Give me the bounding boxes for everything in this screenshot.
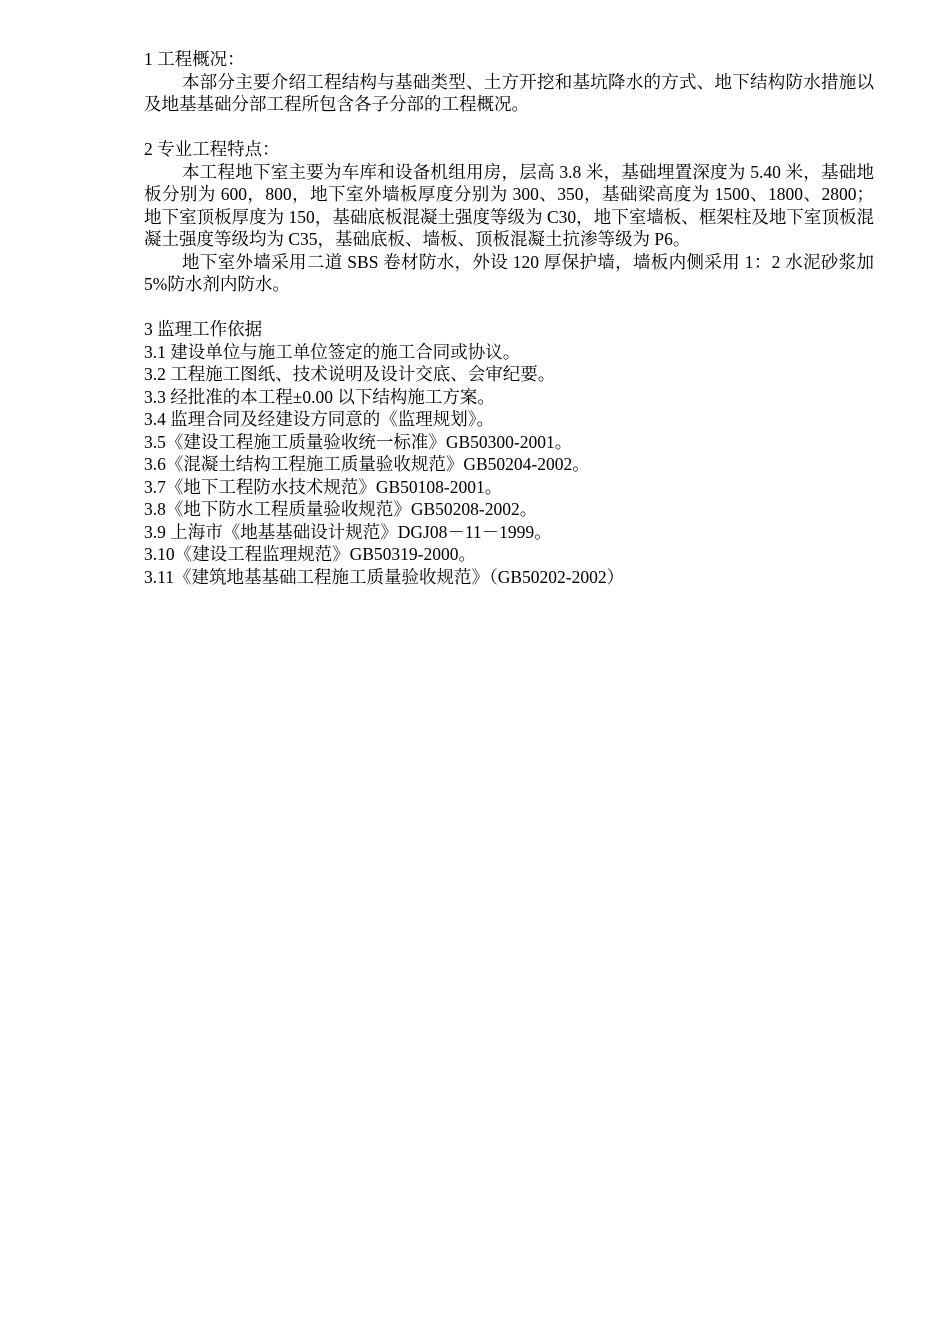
- basis-list-item: 3.10《建设工程监理规范》GB50319-2000。: [144, 544, 477, 564]
- basis-list-item: 3.3 经批准的本工程±0.00 以下结构施工方案。: [144, 386, 495, 407]
- section-2-heading: 2 专业工程特点：: [144, 139, 280, 159]
- basis-list-item: 3.1 建设单位与施工单位签定的施工合同或协议。: [144, 341, 521, 362]
- section-spacer: [144, 116, 874, 139]
- basis-list-item: 3.5《建设工程施工质量验收统一标准》GB50300-2001。: [144, 431, 573, 452]
- section-1-heading: 1 工程概况：: [144, 49, 245, 69]
- basis-list-item: 3.4 监理合同及经建设方同意的《监理规划》。: [144, 409, 494, 429]
- document-page: [144, 48, 874, 588]
- basis-list-item: 3.2 工程施工图纸、技术说明及设计交底、会审纪要。: [144, 364, 556, 384]
- section-2-paragraph-2: 地下室外墙采用二道 SBS 卷材防水，外设 120 厚保护墙，墙板内侧采用 1：2 水泥砂浆加 5%防水剂内防水。: [144, 251, 874, 294]
- basis-list-item: 3.7《地下工程防水技术规范》GB50108-2001。: [144, 476, 503, 497]
- basis-list-item: 3.8《地下防水工程质量验收规范》GB50208-2002。: [144, 499, 538, 519]
- basis-list-item: 3.6《混凝土结构工程施工质量验收规范》GB50204-2002。: [144, 454, 590, 474]
- section-1-paragraph: 本部分主要介绍工程结构与基础类型、土方开挖和基坑降水的方式、地下结构防水措施以及地基基础分部工程所包含各子分部的工程概况。: [144, 71, 874, 114]
- basis-list-item: 3.9 上海市《地基基础设计规范》DGJ08－11－1999。: [144, 521, 552, 542]
- section-spacer: [144, 296, 874, 319]
- section-2-paragraph-1: 本工程地下室主要为车库和设备机组用房，层高 3.8 米，基础埋置深度为 5.40 米，基础地板分别为 600，800，地下室外墙板厚度分别为 300、350，基础梁高度为 1500、1800、2800；地下室顶板厚度为 150，基础底板混凝土强度等级为 C30，地下室墙板、框架柱及地下室顶板混凝土强度等级均为 C35，基础底板、墙板、顶板混凝土抗渗等级为 P6。: [144, 161, 874, 249]
- section-3-heading: 3 监理工作依据: [144, 319, 263, 339]
- basis-list-item: 3.11《建筑地基基础工程施工质量验收规范》（GB50202-2002）: [144, 566, 625, 587]
